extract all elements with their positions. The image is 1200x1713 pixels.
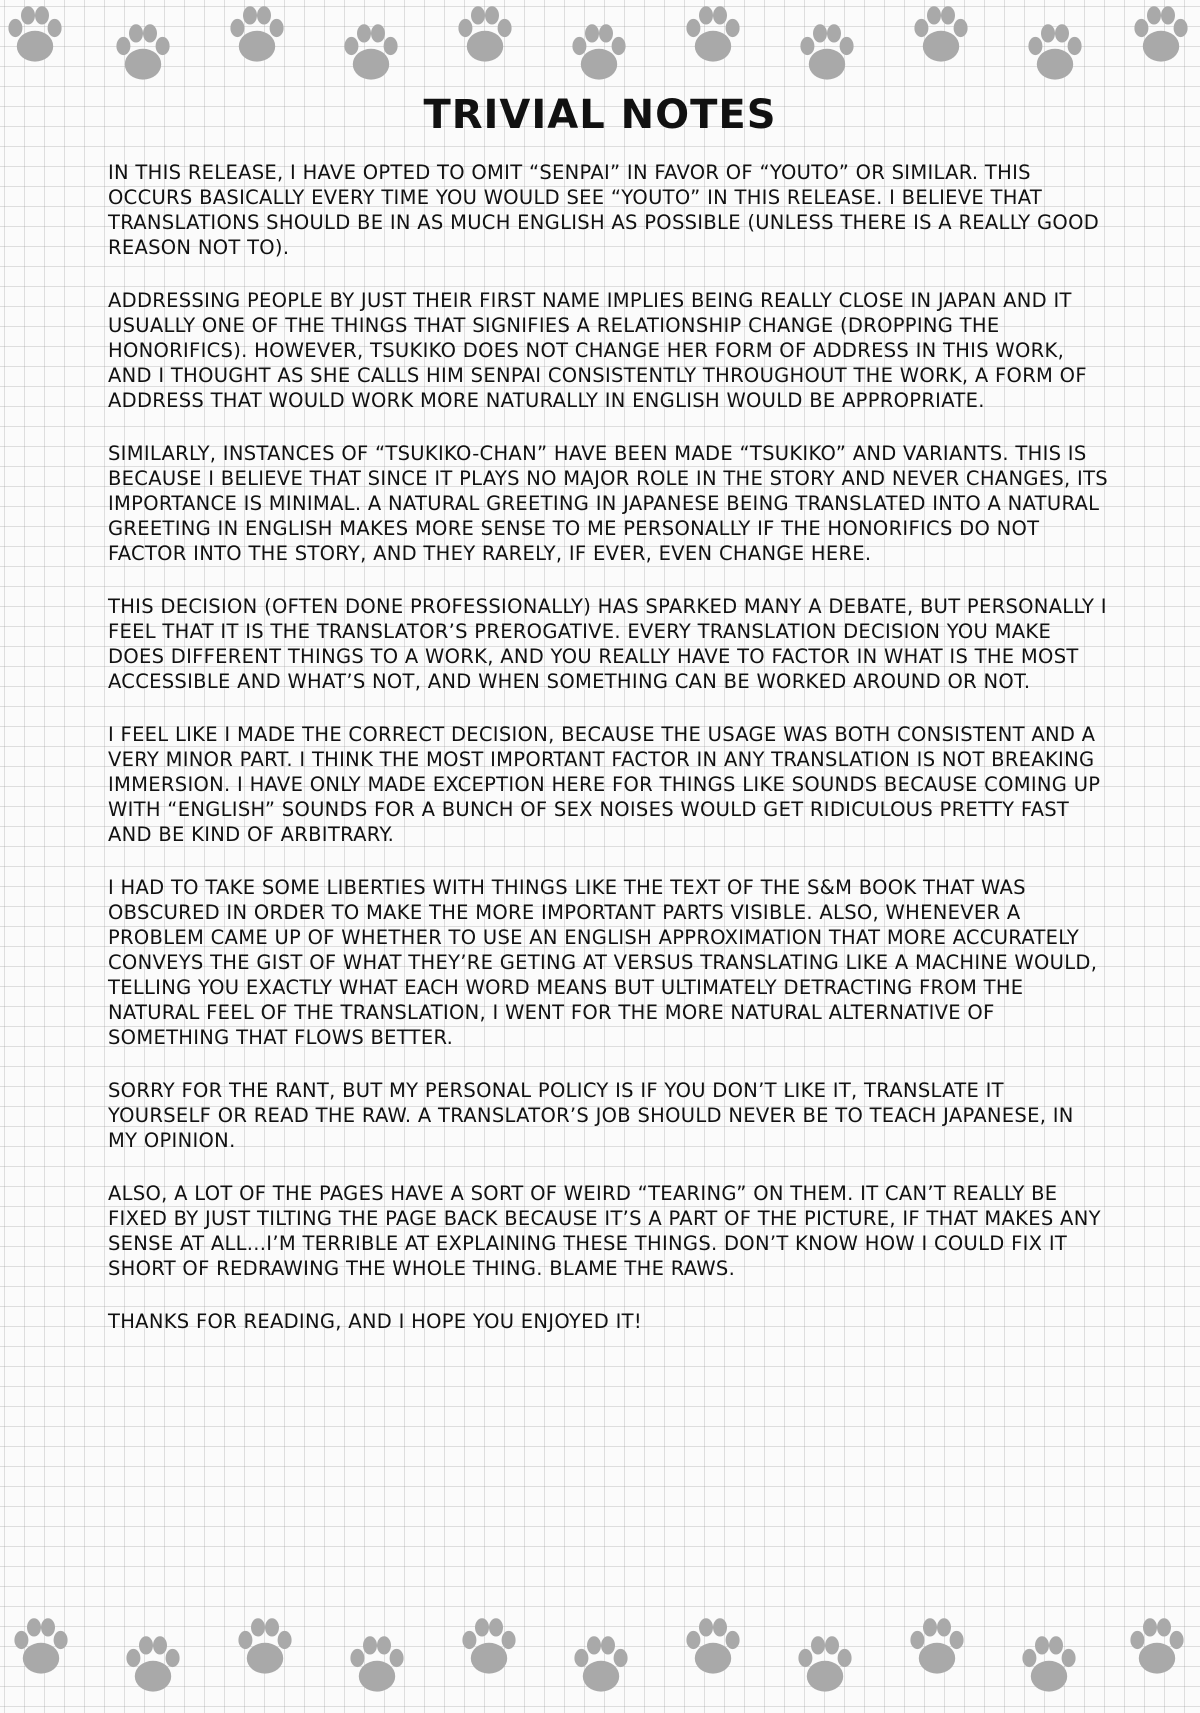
paw-print-icon [678, 0, 748, 70]
paw-print-icon [454, 1612, 524, 1682]
paw-print-icon [6, 1612, 76, 1682]
paw-print-icon [450, 0, 520, 70]
paw-print-icon [336, 18, 406, 88]
bottom-paw-border [0, 1600, 1200, 1710]
paw-print-icon [790, 1630, 860, 1700]
notes-paragraph: I HAD TO TAKE SOME LIBERTIES WITH THINGS LIKE THE TEXT OF THE S&M BOOK THAT WAS OBSCURED IN ORDER TO MAKE THE MORE IMPORTANT PARTS VISIBLE. ALSO, WHENEVER A PROBLEM CAME UP OF WHETHER TO USE AN ENGLISH APPROXIMATION THAT MORE ACCURATELY CONVEYS THE GIST OF WHAT THEY’RE GETING AT VERSUS TRANSLATING LIKE A MACHINE WOULD, TELLING YOU EXACTLY WHAT EACH WORD MEANS BUT ULTIMATELY DETRACTING FROM THE NATURAL FEEL OF THE TRANSLATION, I WENT FOR THE MORE NATURAL ALTERNATIVE OF SOMETHING THAT FLOWS BETTER. [108, 876, 1098, 1049]
paw-print-icon [230, 1612, 300, 1682]
notes-paragraph: I FEEL LIKE I MADE THE CORRECT DECISION, BECAUSE THE USAGE WAS BOTH CONSISTENT AND A VERY MINOR PART. I THINK THE MOST IMPORTANT FACTOR IN ANY TRANSLATION IS NOT BREAKING IMMERSION. I HAVE ONLY MADE EXCEPTION HERE FOR THINGS LIKE SOUNDS BECAUSE COMING UP WITH “ENGLISH” SOUNDS FOR A BUNCH OF SEX NOISES WOULD GET RIDICULOUS PRETTY FAST AND BE KIND OF ARBITRARY. [108, 723, 1101, 846]
paw-print-icon [792, 18, 862, 88]
notes-paragraph: SORRY FOR THE RANT, BUT MY PERSONAL POLICY IS IF YOU DON’T LIKE IT, TRANSLATE IT YOURSELF OR READ THE RAW. A TRANSLATOR’S JOB SHOULD NEVER BE TO TEACH JAPANESE, IN MY OPINION. [108, 1079, 1074, 1152]
paw-print-icon [566, 1630, 636, 1700]
page-title: TRIVIAL NOTES [423, 92, 777, 138]
paw-print-icon [1014, 1630, 1084, 1700]
notes-paragraph-closing: THANKS FOR READING, AND I HOPE YOU ENJOYED IT! [108, 1310, 642, 1333]
notes-paragraph: ADDRESSING PEOPLE BY JUST THEIR FIRST NAME IMPLIES BEING REALLY CLOSE IN JAPAN AND IT USUALLY ONE OF THE THINGS THAT SIGNIFIES A RELATIONSHIP CHANGE (DROPPING THE HONORIFICS). HOWEVER, TSUKIKO DOES NOT CHANGE HER FORM OF ADDRESS IN THIS WORK, AND I THOUGHT AS SHE CALLS HIM SENPAI CONSISTENTLY THROUGHOUT THE WORK, A FORM OF ADDRESS THAT WOULD WORK MORE NATURALLY IN ENGLISH WOULD BE APPROPRIATE. [108, 289, 1087, 412]
paw-print-icon [0, 0, 70, 70]
paw-print-icon [222, 0, 292, 70]
notes-body [108, 160, 1108, 1334]
paw-print-icon [1020, 18, 1090, 88]
notes-paragraph: SIMILARLY, INSTANCES OF “TSUKIKO-CHAN” HAVE BEEN MADE “TSUKIKO” AND VARIANTS. THIS IS BECAUSE I BELIEVE THAT SINCE IT PLAYS NO MAJOR ROLE IN THE STORY AND NEVER CHANGES, ITS IMPORTANCE IS MINIMAL. A NATURAL GREETING IN JAPANESE BEING TRANSLATED INTO A NATURAL GREETING IN ENGLISH MAKES MORE SENSE TO ME PERSONALLY IF THE HONORIFICS DO NOT FACTOR INTO THE STORY, AND THEY RARELY, IF EVER, EVEN CHANGE HERE. [108, 442, 1108, 565]
paw-print-icon [678, 1612, 748, 1682]
paw-print-icon [564, 18, 634, 88]
paw-print-icon [108, 18, 178, 88]
paw-print-icon [902, 1612, 972, 1682]
notes-paragraph: IN THIS RELEASE, I HAVE OPTED TO OMIT “SENPAI” IN FAVOR OF “YOUTO” OR SIMILAR. THIS OCCURS BASICALLY EVERY TIME YOU WOULD SEE “YOUTO” IN THIS RELEASE. I BELIEVE THAT TRANSLATIONS SHOULD BE IN AS MUCH ENGLISH AS POSSIBLE (UNLESS THERE IS A REALLY GOOD REASON NOT TO). [108, 161, 1100, 259]
paw-print-icon [118, 1630, 188, 1700]
notes-paragraph: THIS DECISION (OFTEN DONE PROFESSIONALLY) HAS SPARKED MANY A DEBATE, BUT PERSONALLY I FEEL THAT IT IS THE TRANSLATOR’S PREROGATIVE. EVERY TRANSLATION DECISION YOU MAKE DOES DIFFERENT THINGS TO A WORK, AND YOU REALLY HAVE TO FACTOR IN WHAT IS THE MOST ACCESSIBLE AND WHAT’S NOT, AND WHEN SOMETHING CAN BE WORKED AROUND OR NOT. [108, 595, 1107, 693]
notes-paragraph: ALSO, A LOT OF THE PAGES HAVE A SORT OF WEIRD “TEARING” ON THEM. IT CAN’T REALLY BE FIXED BY JUST TILTING THE PAGE BACK BECAUSE IT’S A PART OF THE PICTURE, IF THAT MAKES ANY SENSE AT ALL...I’M TERRIBLE AT EXPLAINING THESE THINGS. DON’T KNOW HOW I COULD FIX IT SHORT OF REDRAWING THE WHOLE THING. BLAME THE RAWS. [108, 1182, 1101, 1280]
paw-print-icon [906, 0, 976, 70]
paw-print-icon [1126, 0, 1196, 70]
paw-print-icon [342, 1630, 412, 1700]
paw-print-icon [1122, 1612, 1192, 1682]
